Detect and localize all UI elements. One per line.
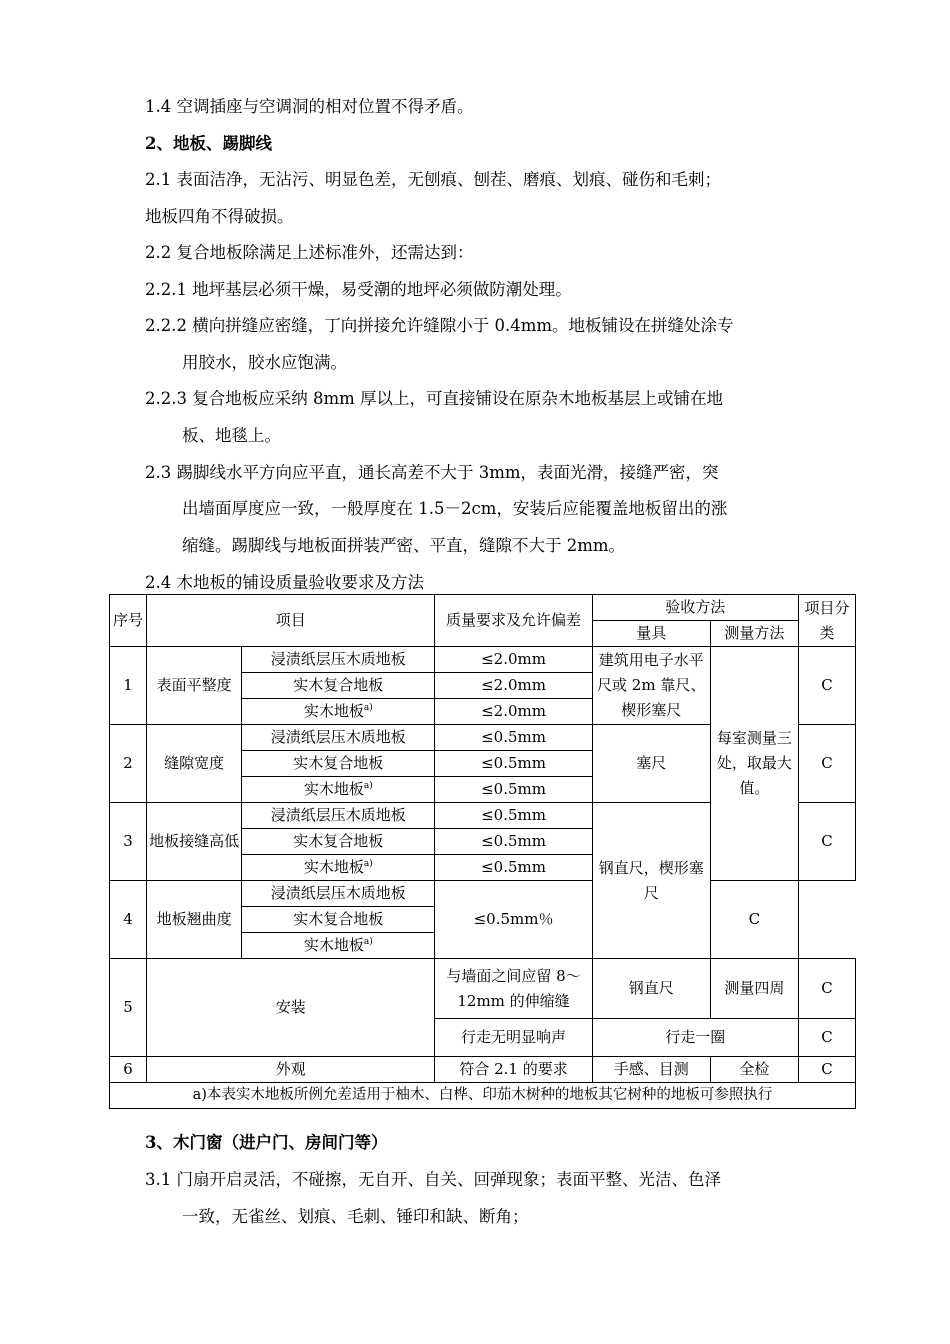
class-cell: C (798, 959, 855, 1019)
text-line: 1.4 空调插座与空调洞的相对位置不得矛盾。 (145, 97, 474, 116)
requirement-cell: ≤0.5mm (435, 803, 592, 829)
text-line: 板、地毯上。 (182, 426, 281, 445)
text-line: 3.1 门扇开启灵活，不碰擦，无自开、自关、回弹现象；表面平整、光洁、色泽 (145, 1170, 721, 1189)
measure-cell: 每室测量三处，取最大值。 (710, 647, 798, 881)
requirement-cell: ≤2.0mm (435, 673, 592, 699)
tool-cell: 建筑用电子水平尺或 2m 靠尺、楔形塞尺 (592, 647, 710, 725)
row-item: 缝隙宽度 (147, 725, 242, 803)
header-method: 验收方法 (592, 595, 798, 621)
text-line: 地板四角不得破损。 (145, 207, 294, 226)
sub-item: 实木复合地板 (242, 751, 435, 777)
class-cell: C (710, 881, 798, 959)
sub-item: 浸渍纸层压木质地板 (242, 725, 435, 751)
sub-item: 实木地板$^{a)}$ (242, 933, 435, 959)
sub-item: 实木复合地板 (242, 673, 435, 699)
row-item: 安装 (147, 959, 435, 1057)
text-line: 2.3 踢脚线水平方向应平直，通长高差不大于 3mm，表面光滑，接缝严密，突 (145, 463, 719, 482)
sub-item: 浸渍纸层压木质地板 (242, 881, 435, 907)
row-no: 1 (110, 647, 147, 725)
text-line: 一致，无雀丝、划痕、毛刺、锤印和缺、断角； (182, 1207, 529, 1226)
class-cell: C (798, 647, 855, 725)
header-tool: 量具 (592, 621, 710, 647)
class-cell: C (798, 725, 855, 803)
class-cell: C (798, 803, 855, 881)
quality-table (109, 594, 856, 1109)
table-note-row (110, 1083, 856, 1109)
tool-cell: 手感、目测 (592, 1057, 710, 1083)
sub-item: 浸渍纸层压木质地板 (242, 647, 435, 673)
section-heading: 2、地板、踢脚线 (145, 134, 272, 153)
tool-cell: 塞尺 (592, 725, 710, 803)
header-measure: 测量方法 (710, 621, 798, 647)
measure-cell: 测量四周 (710, 959, 798, 1019)
requirement-cell: ≤0.5mm％ (435, 881, 592, 959)
table-row (110, 959, 856, 1019)
text-line: 2.1 表面洁净，无沾污、明显色差，无刨痕、刨茬、磨痕、划痕、碰伤和毛刺； (145, 170, 721, 189)
sub-item: 实木地板$^{a)}$ (242, 777, 435, 803)
requirement-cell: 符合 2.1 的要求 (435, 1057, 592, 1083)
method-cell: 行走一圈 (592, 1019, 798, 1057)
text-line: 出墙面厚度应一致，一般厚度在 1.5－2cm，安装后应能覆盖地板留出的涨 (182, 499, 728, 518)
row-item: 表面平整度 (147, 647, 242, 725)
text-line: 缩缝。踢脚线与地板面拼装严密、平直，缝隙不大于 2mm。 (182, 536, 626, 555)
requirement-cell: 行走无明显响声 (435, 1019, 592, 1057)
row-no: 5 (110, 959, 147, 1057)
sub-item: 实木地板$^{a)}$ (242, 699, 435, 725)
section-heading: 3、木门窗（进户门、房间门等） (145, 1133, 388, 1152)
table-row (110, 1057, 856, 1083)
header-class: 项目分类 (798, 595, 855, 647)
text-line: 2.2 复合地板除满足上述标准外，还需达到： (145, 243, 474, 262)
tool-cell: 钢直尺 (592, 959, 710, 1019)
requirement-cell: 与墙面之间应留 8～12mm 的伸缩缝 (435, 959, 592, 1019)
tool-cell: 钢直尺，楔形塞尺 (592, 803, 710, 959)
requirement-cell: ≤2.0mm (435, 647, 592, 673)
requirement-cell: ≤0.5mm (435, 725, 592, 751)
header-item: 项目 (147, 595, 435, 647)
table-footnote: a)本表实木地板所例允差适用于柚木、白桦、印茄木树种的地板其它树种的地板可参照执行 (110, 1083, 856, 1109)
text-line: 2.2.2 横向拼缝应密缝，丁向拼接允许缝隙小于 0.4mm。地板铺设在拼缝处涂专 (145, 316, 734, 335)
row-item: 地板接缝高低 (147, 803, 242, 881)
text-line: 用胶水，胶水应饱满。 (182, 353, 347, 372)
sub-item: 实木复合地板 (242, 829, 435, 855)
requirement-cell: ≤0.5mm (435, 751, 592, 777)
requirement-cell: ≤0.5mm (435, 855, 592, 881)
table-row (110, 881, 856, 907)
text-line: 2.2.1 地坪基层必须干燥，易受潮的地坪必须做防潮处理。 (145, 280, 572, 299)
class-cell: C (798, 1057, 855, 1083)
row-no: 6 (110, 1057, 147, 1083)
measure-cell: 全检 (710, 1057, 798, 1083)
sub-item: 浸渍纸层压木质地板 (242, 803, 435, 829)
row-no: 3 (110, 803, 147, 881)
requirement-cell: ≤2.0mm (435, 699, 592, 725)
row-item: 外观 (147, 1057, 435, 1083)
text-line: 2.2.3 复合地板应采纳 8mm 厚以上，可直接铺设在原杂木地板基层上或铺在地 (145, 389, 724, 408)
table-row (110, 647, 856, 673)
header-no: 序号 (110, 595, 147, 647)
row-item: 地板翘曲度 (147, 881, 242, 959)
header-requirement: 质量要求及允许偏差 (435, 595, 592, 647)
sub-item: 实木复合地板 (242, 907, 435, 933)
class-cell: C (798, 1019, 855, 1057)
sub-item: 实木地板$^{a)}$ (242, 855, 435, 881)
requirement-cell: ≤0.5mm (435, 777, 592, 803)
row-no: 4 (110, 881, 147, 959)
row-no: 2 (110, 725, 147, 803)
requirement-cell: ≤0.5mm (435, 829, 592, 855)
table-caption: 2.4 木地板的铺设质量验收要求及方法 (145, 573, 424, 592)
